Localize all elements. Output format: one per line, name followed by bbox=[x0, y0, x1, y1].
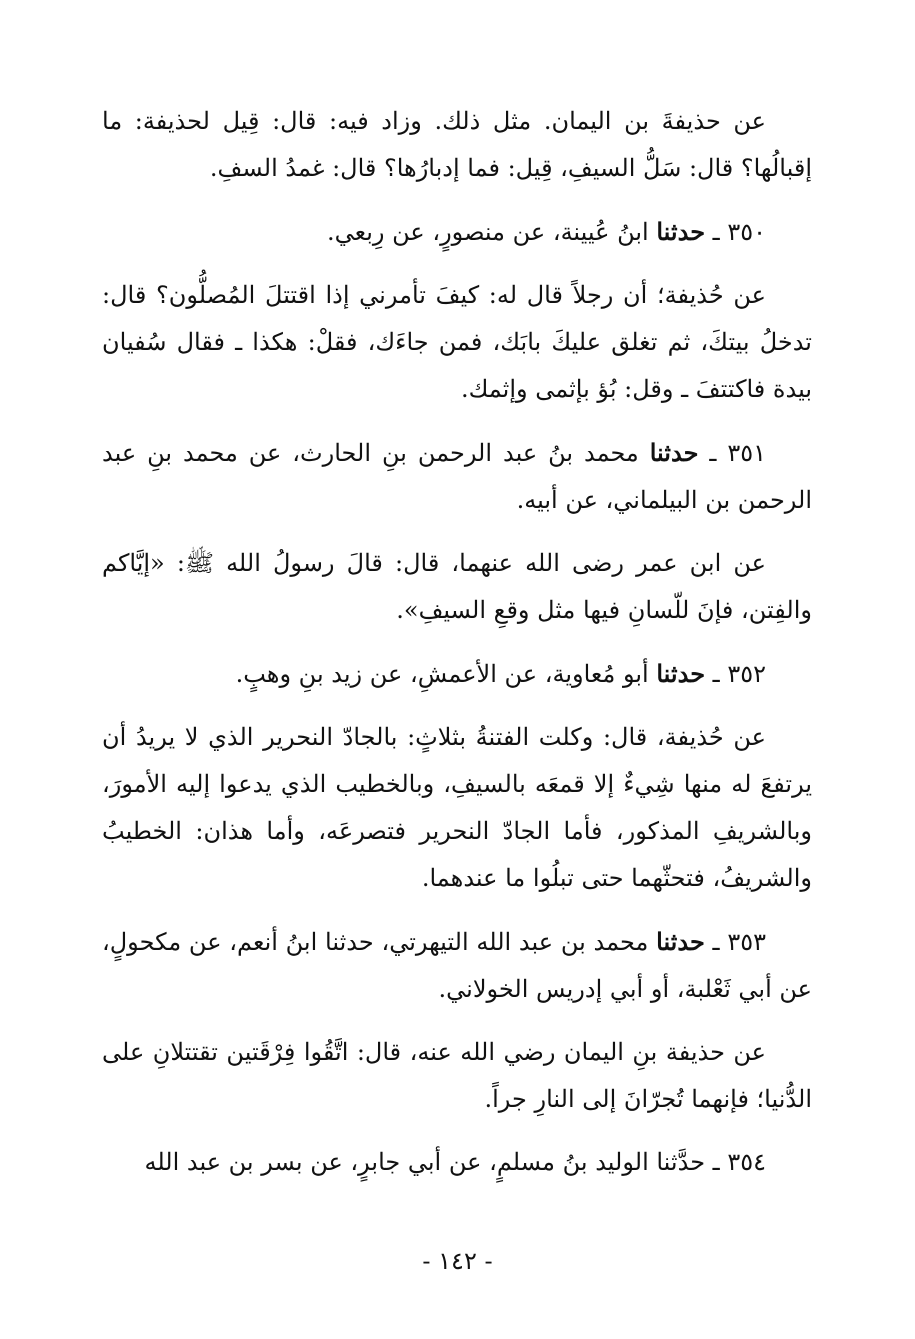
isnad-paragraph bbox=[102, 650, 812, 698]
hadith-text-paragraph bbox=[102, 98, 812, 192]
text-segment: عن حُذيفة، قال: وكلت الفتنةُ بثلاثٍ: بالجادّ النحرير الذي لا يريدُ أن يرتفعَ له منها شِيءٌ إلا قمعَه بالسيفِ، وبالخطيب الذي يدعوا إليه الأمورَ، وبالشريفِ المذكور، فأما الجادّ النحرير فتصرعَه، وأما هذان: الخطيبُ والشريفُ، فتحثّهما حتى تبلُوا ما عندهما. bbox=[102, 723, 812, 892]
text-segment: ٣٥٣ ـ bbox=[704, 928, 766, 956]
hadith-text-paragraph bbox=[102, 272, 812, 413]
text-segment: محمد بن عبد الله التيهرتي، حدثنا ابنُ أنعم، عن مكحولٍ، عن أبي ثَعْلبة، أو أبي إدريس الخولاني. bbox=[102, 928, 812, 1003]
page-number: - ١٤٢ - bbox=[422, 1247, 493, 1275]
text-segment: عن حذيفةَ بن اليمان. مثل ذلك. وزاد فيه: قال: قِيل لحذيفة: ما إقبالُها؟ قال: سَلُّ السيفِ، قِيل: فما إدبارُها؟ قال: غمدُ السفِ. bbox=[102, 107, 812, 182]
isnad-paragraph bbox=[102, 429, 812, 524]
hadith-text-paragraph bbox=[102, 714, 812, 902]
hadith-text-paragraph bbox=[102, 1029, 812, 1123]
isnad-paragraph bbox=[102, 208, 812, 256]
text-segment: ابنُ عُيينة، عن منصورٍ، عن رِبعي. bbox=[327, 218, 657, 246]
haddathana-keyword: حدثنا bbox=[656, 927, 705, 956]
text-segment: ٣٥٠ ـ bbox=[705, 218, 766, 246]
isnad-paragraph bbox=[102, 918, 812, 1013]
page-body bbox=[102, 98, 812, 1202]
haddathana-keyword: حدثنا bbox=[656, 659, 706, 688]
haddathana-keyword: حدثنا bbox=[656, 217, 706, 246]
text-segment: محمد بنُ عبد الرحمن بنِ الحارث، عن محمد بنِ عبد الرحمن بن البيلماني، عن أبيه. bbox=[102, 439, 812, 514]
text-segment: ٣٥٢ ـ bbox=[705, 660, 766, 688]
hadith-text-paragraph bbox=[102, 540, 812, 634]
text-segment: عن حُذيفة؛ أن رجلاً قال له: كيفَ تأمرني إذا اقتتلَ المُصلُّون؟ قال: تدخلُ بيتكَ، ثم تغلق عليكَ بابَك، فمن جاءَك، فقلْ: هكذا ـ فقال سُفيان بيدة فاكتتفَ ـ وقل: بُؤ بإثمى وإثمك. bbox=[102, 281, 812, 403]
text-segment: ٣٥١ ـ bbox=[698, 439, 766, 467]
text-segment: ٣٥٤ ـ حدَّثنا الوليد بنُ مسلمٍ، عن أبي جابرٍ، عن بسر بن عبد الله bbox=[144, 1148, 766, 1176]
isnad-paragraph bbox=[102, 1139, 812, 1186]
haddathana-keyword: حدثنا bbox=[649, 438, 699, 467]
text-segment: أبو مُعاوية، عن الأعمشِ، عن زيد بنِ وهبٍ. bbox=[235, 660, 657, 688]
text-segment: عن ابن عمر رضى الله عنهما، قال: قالَ رسولُ الله ﷺ: «إيَّاكم والفِتن، فإنَ للّسانِ فيها مثل وقعِ السيفِ». bbox=[102, 549, 812, 624]
text-segment: عن حذيفة بنِ اليمان رضي الله عنه، قال: اتَّقُوا فِرْقَتين تقتتلانِ على الدُّنيا؛ فإنهما تُجرّانَ إلى النارِ جراً. bbox=[102, 1038, 812, 1113]
